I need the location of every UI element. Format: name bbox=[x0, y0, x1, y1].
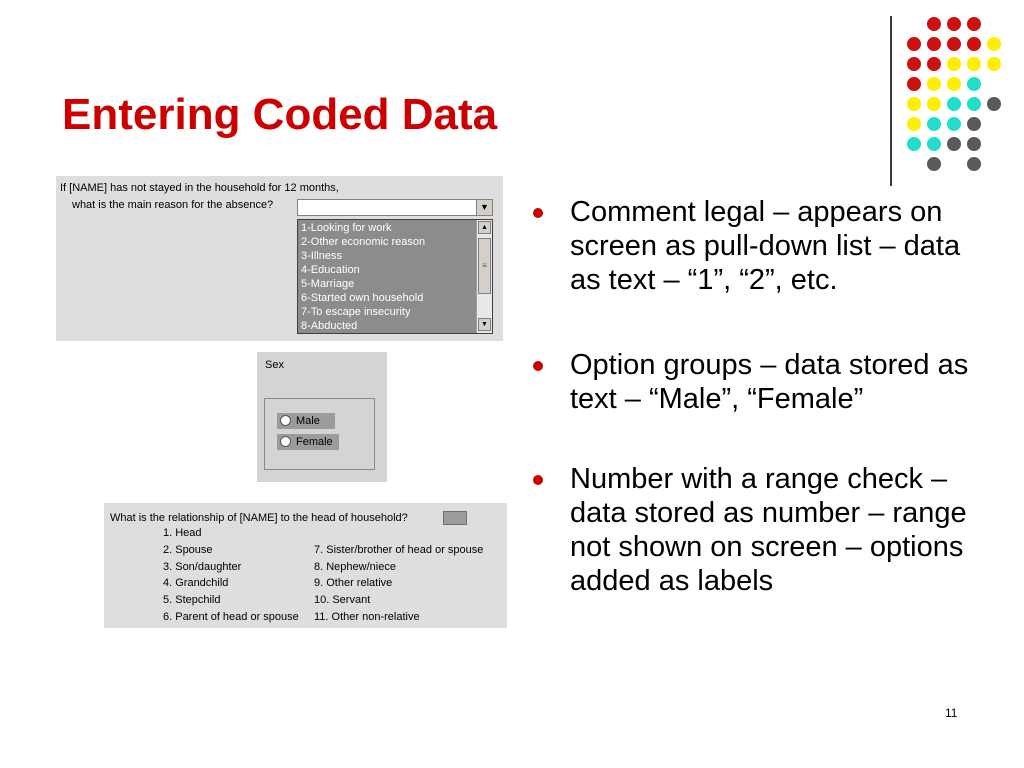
radio-button-icon[interactable] bbox=[280, 415, 291, 426]
slide-title: Entering Coded Data bbox=[62, 90, 498, 139]
relationship-label: 11. Other non-relative bbox=[314, 611, 420, 623]
option-label: Female bbox=[296, 436, 333, 448]
bullet-text: Comment legal – appears on screen as pull-down list – data as text – “1”, “2”, etc. bbox=[570, 196, 961, 296]
relationship-label: 4. Grandchild bbox=[163, 577, 229, 589]
relationship-label: 1. Head bbox=[163, 527, 202, 539]
decorative-dot bbox=[907, 37, 921, 51]
decorative-dot bbox=[987, 37, 1001, 51]
list-scrollbar[interactable] bbox=[476, 220, 492, 333]
decorative-dot bbox=[927, 37, 941, 51]
decorative-dot bbox=[967, 157, 981, 171]
list-item[interactable]: 5-Marriage bbox=[301, 278, 355, 290]
decorative-dot bbox=[907, 117, 921, 131]
decorative-dot bbox=[907, 137, 921, 151]
sex-option-female[interactable] bbox=[277, 434, 339, 450]
sex-option-frame bbox=[264, 398, 375, 470]
list-item[interactable]: 2-Other economic reason bbox=[301, 236, 426, 248]
decorative-dot bbox=[927, 117, 941, 131]
relationship-label: 9. Other relative bbox=[314, 577, 393, 589]
relationship-label: 10. Servant bbox=[314, 594, 371, 606]
decorative-dot bbox=[947, 97, 961, 111]
decorative-dot bbox=[987, 97, 1001, 111]
decorative-divider bbox=[890, 16, 892, 186]
decorative-dot bbox=[967, 57, 981, 71]
decorative-dot bbox=[927, 137, 941, 151]
relationship-input[interactable] bbox=[443, 511, 467, 525]
decorative-dot bbox=[927, 157, 941, 171]
relationship-label: 6. Parent of head or spouse bbox=[163, 611, 299, 623]
decorative-dot bbox=[927, 97, 941, 111]
decorative-dot bbox=[927, 57, 941, 71]
option-group-panel bbox=[257, 352, 387, 482]
decorative-dot bbox=[967, 37, 981, 51]
decorative-dot bbox=[947, 37, 961, 51]
absence-question-line1: If [NAME] has not stayed in the household for 12 months, bbox=[60, 182, 339, 194]
bullet-dot-icon bbox=[533, 208, 543, 218]
list-item[interactable]: 7-To escape insecurity bbox=[301, 306, 411, 318]
decorative-dot bbox=[947, 77, 961, 91]
list-item[interactable]: 3-Illness bbox=[301, 250, 342, 262]
decorative-dot bbox=[927, 17, 941, 31]
decorative-dot bbox=[947, 57, 961, 71]
decorative-dot bbox=[947, 117, 961, 131]
absence-reason-listbox[interactable] bbox=[297, 219, 493, 334]
decorative-dot bbox=[907, 77, 921, 91]
list-item[interactable]: 1-Looking for work bbox=[301, 222, 392, 234]
decorative-dot bbox=[907, 97, 921, 111]
scroll-thumb[interactable]: ≡ bbox=[478, 238, 491, 294]
chevron-down-icon[interactable]: ▼ bbox=[476, 200, 492, 215]
decorative-dot bbox=[967, 77, 981, 91]
relationship-label: 2. Spouse bbox=[163, 544, 213, 556]
decorative-dot bbox=[907, 57, 921, 71]
absence-reason-combobox[interactable] bbox=[297, 199, 493, 216]
radio-button-icon[interactable] bbox=[280, 436, 291, 447]
relationship-label: 8. Nephew/niece bbox=[314, 561, 396, 573]
decorative-dot bbox=[987, 57, 1001, 71]
decorative-dot bbox=[967, 17, 981, 31]
bullet-text: Option groups – data stored as text – “Male”, “Female” bbox=[570, 349, 969, 415]
decorative-dot bbox=[947, 137, 961, 151]
decorative-dot bbox=[967, 97, 981, 111]
relationship-form-panel bbox=[104, 503, 507, 628]
relationship-question: What is the relationship of [NAME] to the head of household? bbox=[110, 512, 408, 524]
relationship-label: 3. Son/daughter bbox=[163, 561, 242, 573]
scroll-down-icon[interactable]: ▼ bbox=[478, 318, 491, 331]
absence-question-line2: what is the main reason for the absence? bbox=[72, 199, 274, 211]
relationship-label: 7. Sister/brother of head or spouse bbox=[314, 544, 484, 556]
scroll-up-icon[interactable]: ▲ bbox=[478, 221, 491, 234]
list-item[interactable]: 6-Started own household bbox=[301, 292, 424, 304]
bullet-text: Number with a range check – data stored as number – range not shown on screen – options added as labels bbox=[570, 463, 967, 597]
sex-option-male[interactable] bbox=[277, 413, 335, 429]
bullet-dot-icon bbox=[533, 361, 543, 371]
relationship-label: 5. Stepchild bbox=[163, 594, 221, 606]
decorative-dot bbox=[967, 137, 981, 151]
decorative-dot bbox=[927, 77, 941, 91]
decorative-dot bbox=[947, 17, 961, 31]
list-item[interactable]: 4-Education bbox=[301, 264, 360, 276]
bullet-dot-icon bbox=[533, 475, 543, 485]
decorative-dot bbox=[967, 117, 981, 131]
sex-label: Sex bbox=[265, 359, 284, 371]
list-item[interactable]: 8-Abducted bbox=[301, 320, 358, 332]
option-label: Male bbox=[296, 415, 320, 427]
page-number: 11 bbox=[945, 706, 958, 720]
